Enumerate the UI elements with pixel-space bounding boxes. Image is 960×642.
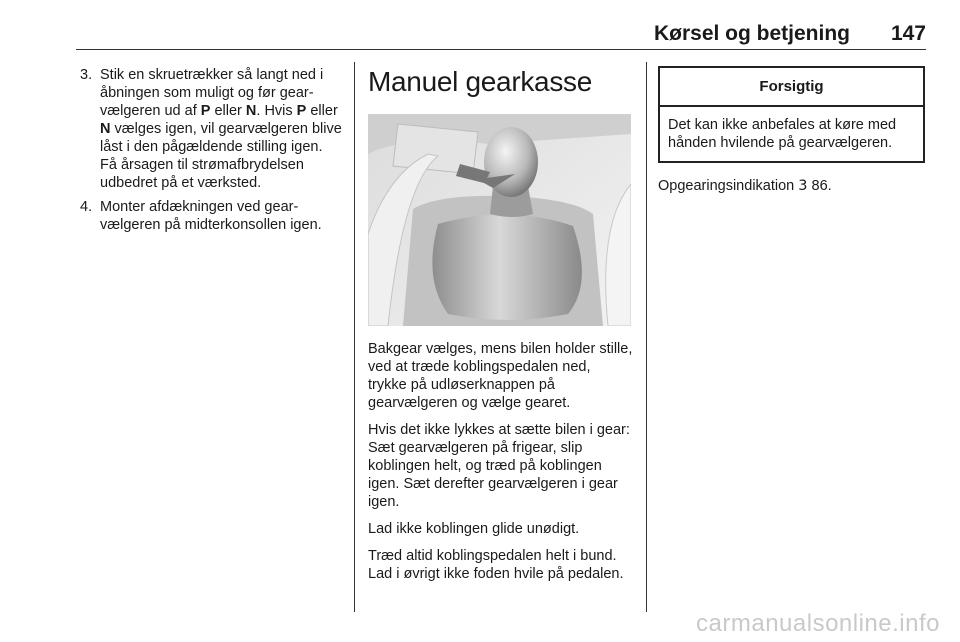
paragraph: Træd altid koblingspedalen helt i bund. Lad i øvrigt ikke foden hvile på pedalen.	[368, 548, 624, 582]
step-text-segment: Stik en skruetrækker så langt ned i åbningen som muligt og før gearvælgeren ud af	[100, 67, 324, 119]
step-text-segment: eller	[210, 103, 246, 119]
column-divider-2	[646, 62, 647, 612]
column-divider-1	[354, 62, 355, 612]
header-divider	[76, 49, 926, 50]
gear-letter-p: P	[296, 103, 307, 119]
reference-page: 86.	[807, 178, 832, 194]
paragraph: Hvis det ikke lykkes at sætte bilen i gear: Sæt gearvælgeren på frigear, slip koblingen helt, og træd på koblingen igen. Sæt derefter gearvælgeren i gear igen.	[368, 422, 630, 510]
gear-letter-n: N	[100, 121, 111, 137]
step-number: 3.	[80, 67, 93, 83]
reference-text	[658, 177, 925, 195]
caution-text: Det kan ikke anbefales at køre med hånden hvilende på gearvælgeren.	[668, 117, 897, 151]
step-text-segment: eller	[306, 103, 338, 119]
watermark: carmanualsonline.info	[696, 610, 940, 637]
caution-box	[658, 66, 925, 163]
caution-heading: Forsigtig	[660, 68, 923, 107]
paragraph: Lad ikke koblingen glide unødigt.	[368, 521, 580, 537]
step-text	[100, 66, 342, 192]
gear-shifter-illustration	[368, 114, 631, 326]
right-column	[658, 66, 925, 195]
page-number: 147	[890, 22, 926, 45]
paragraph: Bakgear vælges, mens bilen holder stille, ved at træde koblingspedalen ned, trykke på udløserknappen på gearvælgeren og vælge gearet.	[368, 341, 633, 411]
gear-shifter-photo	[368, 114, 631, 326]
gear-letter-n: N	[245, 103, 257, 119]
instruction-list	[80, 66, 342, 234]
section-title: Manuel gearkasse	[368, 66, 592, 97]
page-reference-icon: 3	[798, 178, 808, 194]
list-item-step-4	[80, 198, 342, 234]
list-item-step-3	[80, 66, 342, 192]
reference-label: Opgearingsindikation	[658, 178, 799, 194]
gear-letter-p: P	[200, 103, 211, 119]
left-column	[80, 66, 342, 240]
page-header-title: Kørsel og betjening	[653, 22, 850, 45]
step-text-segment: vælges igen, vil gearvælgeren blive låst i den pågældende stilling igen. Få årsagen til strømafbrydelsen udbedret på et værksted.	[100, 121, 342, 191]
step-text: Monter afdækningen ved gearvælgeren på midterkonsollen igen.	[100, 199, 322, 233]
middle-column	[368, 66, 633, 592]
step-text-segment: . Hvis	[256, 103, 297, 119]
step-number: 4.	[80, 199, 93, 215]
